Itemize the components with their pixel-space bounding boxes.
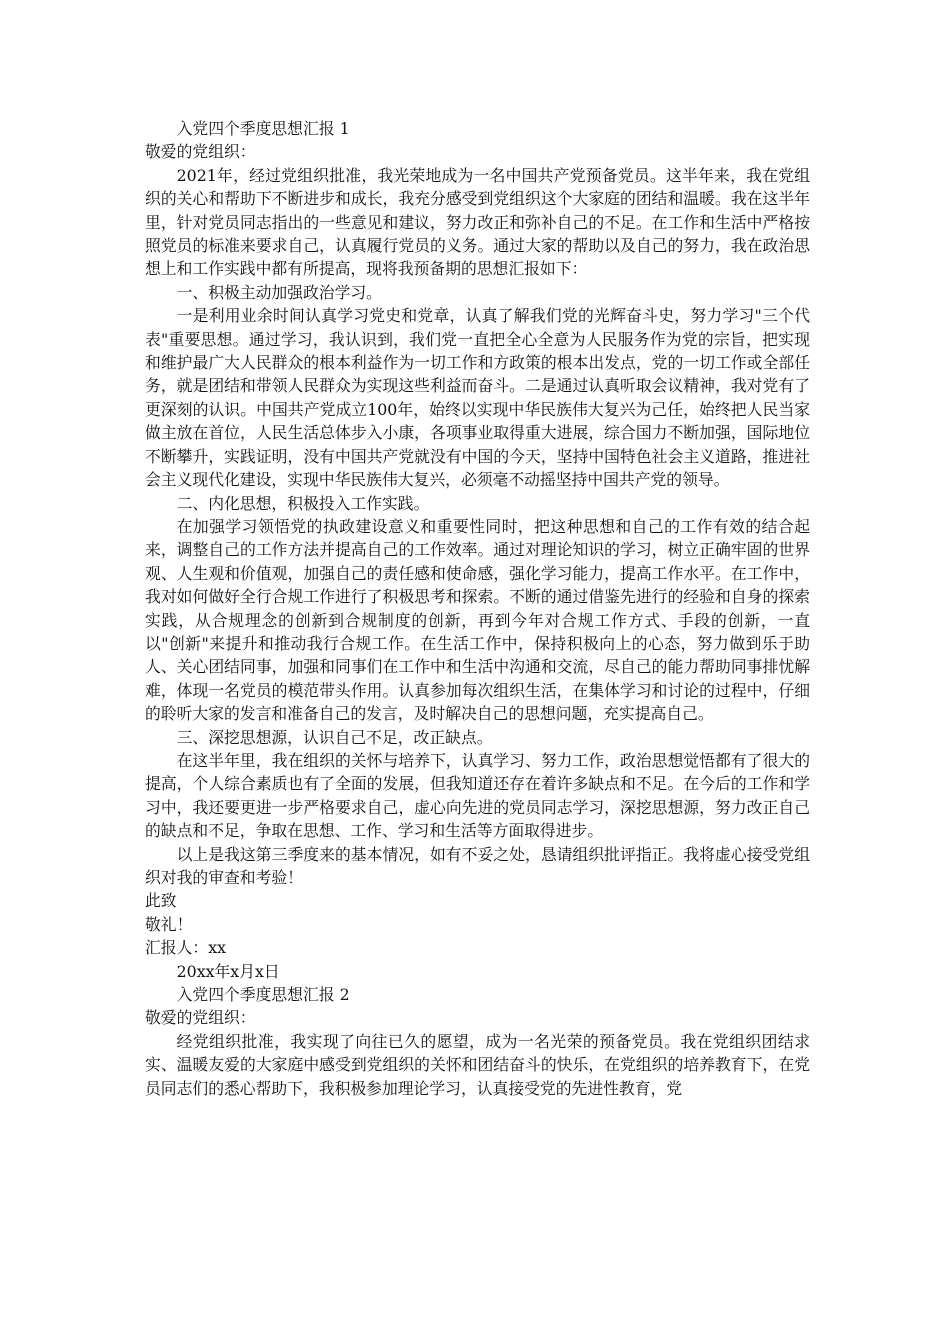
document-page	[145, 117, 810, 1100]
report-1-section-1-paragraph: 一是利用业余时间认真学习党史和党章，认真了解我们党的光辉奋斗史，努力学习"三个代表"重要思想。通过学习，我认识到，我们党一直把全心全意为人民服务作为党的宗旨，把实现和维护最广大人民群众的根本利益作为一切工作和方政策的根本出发点，党的一切工作或全部任务，就是团结和带领人民群众为实现这些利益而奋斗。二是通过认真听取会议精神，我对党有了更深刻的认识。中国共产党成立100年，始终以实现中华民族伟大复兴为己任，始终把人民当家做主放在首位，人民生活总体步入小康，各项事业取得重大进展，综合国力不断加强，国际地位不断攀升，实践证明，没有中国共产党就没有中国的今天，坚持中国特色社会主义道路，推进社会主义现代化建设，实现中华民族伟大复兴，必须毫不动摇坚持中国共产党的领导。	[145, 306, 810, 490]
report-1-section-3-paragraph: 在这半年里，我在组织的关怀与培养下，认真学习、努力工作，政治思想觉悟都有了很大的提高，个人综合素质也有了全面的发展，但我知道还存在着许多缺点和不足。在今后的工作和学习中，我还要更进一步严格要求自己，虚心向先进的党员同志学习，深挖思想源，努力改正自己的缺点和不足，争取在思想、工作、学习和生活等方面取得进步。	[145, 750, 810, 841]
report-2-intro-paragraph: 经党组织批准，我实现了向往已久的愿望，成为一名光荣的预备党员。我在党组织团结求实、温暖友爱的大家庭中感受到党组织的关怀和团结奋斗的快乐，在党组织的培养教育下，在党员同志们的悉心帮助下，我积极参加理论学习，认真接受党的先进性教育，党	[145, 1031, 810, 1098]
report-1-closing-paragraph: 以上是我这第三季度来的基本情况，如有不妥之处，恳请组织批评指正。我将虚心接受党组织对我的审查和考验！	[145, 844, 810, 887]
report-1-title: 入党四个季度思想汇报 1	[176, 119, 350, 138]
report-1-section-2-paragraph: 在加强学习领悟党的执政建设意义和重要性同时，把这种思想和自己的工作有效的结合起来，调整自己的工作方法并提高自己的工作效率。通过对理论知识的学习，树立正确牢固的世界观、人生观和价值观，加强自己的责任感和使命感，强化学习能力，提高工作水平。在工作中，我对如何做好全行合规工作进行了积极思考和探索。不断的通过借鉴先进行的经验和自身的探索实践，从合规理念的创新到合规制度的创新，再到今年对合规工作方式、手段的创新，一直以"创新"来提升和推动我行合规工作。在生活工作中，保持积极向上的心态，努力做到乐于助人、关心团结同事，加强和同事们在工作中和生活中沟通和交流，尽自己的能力帮助同事排忧解难，体现一名党员的模范带头作用。认真参加每次组织生活，在集体学习和讨论的过程中，仔细的聆听大家的发言和准备自己的发言，及时解决自己的思想问题，充实提高自己。	[145, 516, 810, 724]
report-1-date: 20xx年x月x日	[176, 961, 280, 981]
report-2-title: 入党四个季度思想汇报 2	[176, 985, 350, 1005]
report-2-salutation: 敬爱的党组织：	[145, 1008, 256, 1028]
report-1-intro-paragraph: 2021年，经过党组织批准，我光荣地成为一名中国共产党预备党员。这半年来，我在党组织的关心和帮助下不断进步和成长，我充分感受到党组织这个大家庭的团结和温暖。我在这半年里，针对党员同志指出的一些意见和建议，努力改正和弥补自己的不足。在工作和生活中严格按照党员的标准来要求自己，认真履行党员的义务。通过大家的帮助以及自己的努力，我在政治思想上和工作实践中都有所提高，现将我预备期的思想汇报如下：	[145, 165, 810, 279]
report-1-section-2-heading: 二、内化思想，积极投入工作实践。	[176, 493, 430, 513]
report-1-sign-off-1: 此致	[145, 891, 177, 911]
report-1-section-1-heading: 一、积极主动加强政治学习。	[176, 282, 382, 302]
report-1-reporter: 汇报人：xx	[145, 938, 227, 958]
report-1-section-3-heading: 三、深挖思想源，认识自己不足，改正缺点。	[176, 727, 493, 747]
report-1-salutation: 敬爱的党组织：	[145, 142, 256, 162]
report-1-sign-off-2: 敬礼！	[145, 914, 193, 934]
